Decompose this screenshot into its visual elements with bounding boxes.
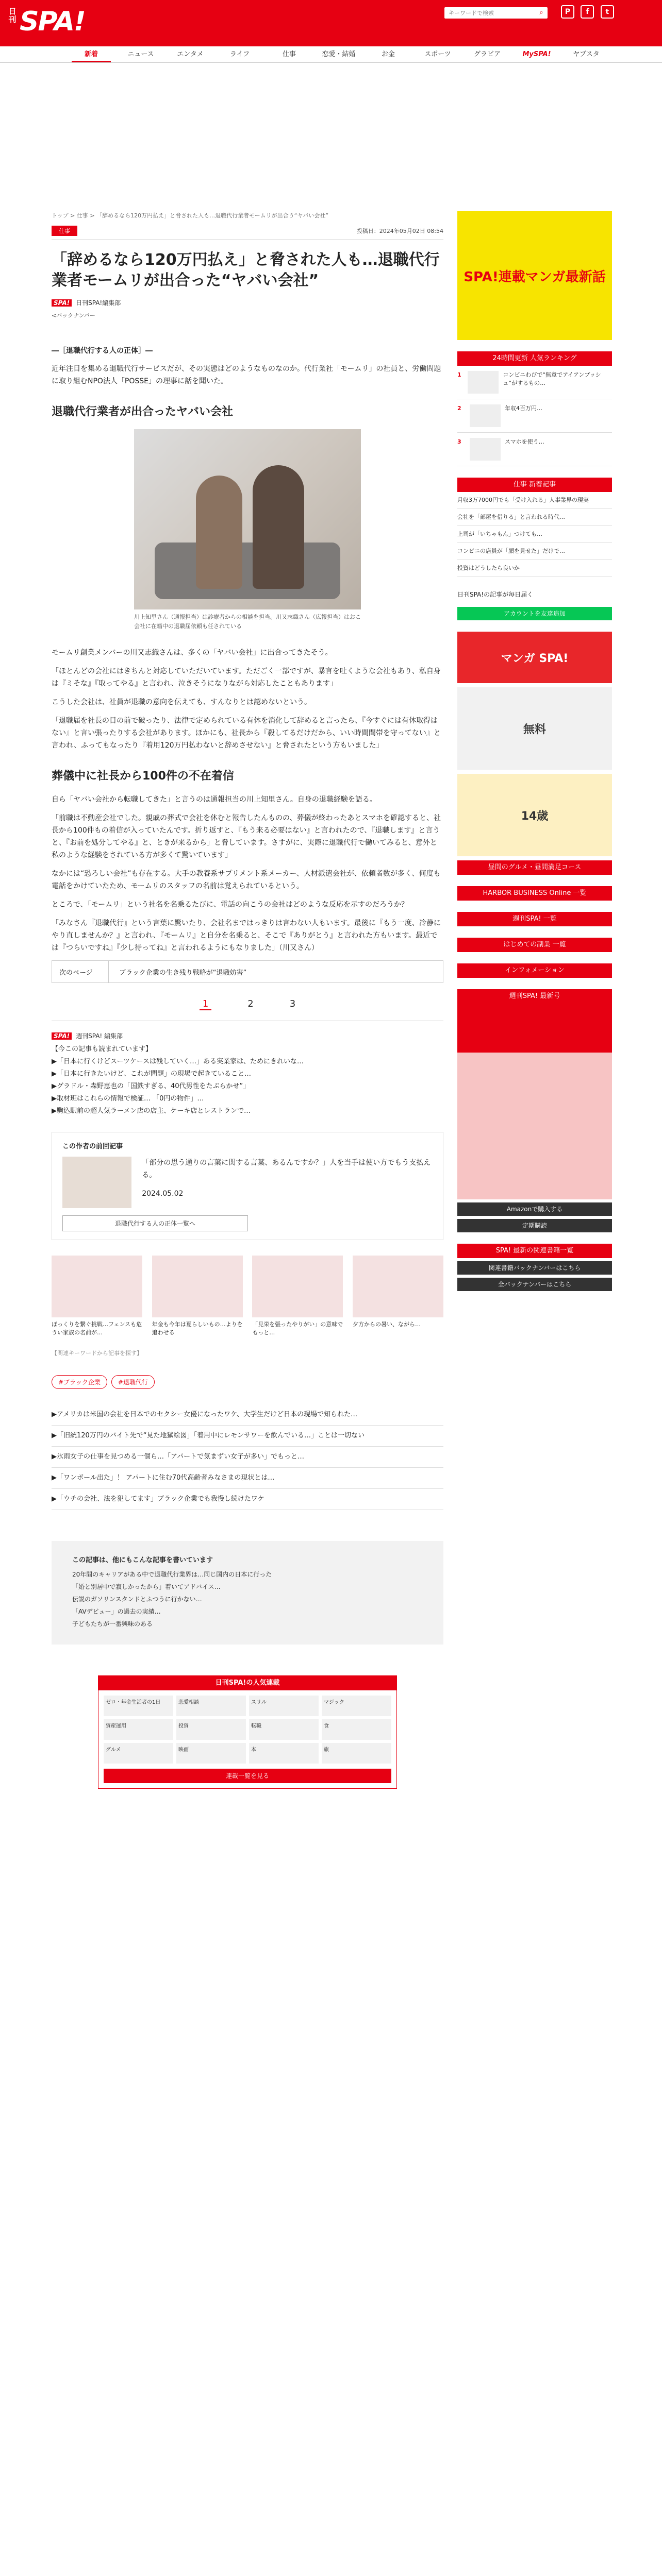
paragraph: 近年注目を集める退職代行サービスだが、その実態はどのようなものなのか。代行業社「モームリ」の社員と、労働問題に取り組むNPO法人「POSSE」の理事に話を聞いた。 [52,365,441,385]
paragraph: 「みなさん『退職代行』という言葉に驚いたり、会社名まではっきりは言わない人もいます。最後に『もう一度、冷静にやり直しませんか？』と言われ、『モームリ』と自分を名乗ると、そこで『ありがとう』と言われた方もいます。最近では『つらいですね』『少し待ってね』と言われるようにもなりました」（川又さん） [52,919,441,952]
magazine-cover[interactable] [457,1004,612,1199]
book-backnumber-button[interactable]: 関連書籍バックナンバーはこちら [457,1261,612,1275]
card-image[interactable] [353,1256,443,1317]
news-item[interactable]: コンビニの店員が「顔を見せた」だけで… [457,543,612,560]
recommend-card[interactable] [152,1256,243,1337]
person-left [196,476,242,589]
news-item[interactable]: 月収3万7000円でも「受け入れる」人事業界の現実 [457,492,612,509]
photo-caption: 川上知里さん（通報担当）は診療者からの相談を担当。川又志織さん（広報担当）はおこ会社に在籍中の退職届依頼も任されている [134,614,361,630]
section-heading: 退職代行業者が出合ったヤバい会社 [52,405,234,418]
news-item[interactable]: 投資はどうしたら良いか [457,560,612,577]
harbor-box [457,886,612,901]
social-links [557,5,614,19]
harbor-title: HARBOR BUSINESS Online 一覧 [457,886,612,901]
popular-item[interactable]: 資産運用 [104,1719,173,1740]
next-page-button[interactable] [52,960,443,983]
note-item[interactable]: ▶グラドル・森野恵也の「国鉄すぎる、40代男性をたぶらかせ”」 [52,1082,250,1090]
news-title: 仕事 新着記事 [457,478,612,492]
popular-item[interactable]: 恋愛相談 [176,1696,246,1716]
news-item[interactable]: 会社を「部屋を借りる」と言われる時代… [457,509,612,526]
gourmet-title: 昼間のグルメ・昼間満足コース [457,860,612,875]
box-text[interactable]: 「部分の思う通りの言葉に関する言葉、あるんですか？」人を当手は使い方でもう支払える。 [142,1159,431,1179]
amazon-button[interactable]: Amazonで購入する [457,1202,612,1216]
backnumber-link[interactable]: <バックナンバー [52,312,95,319]
recommend-cards [52,1256,443,1337]
rank-thumb[interactable] [470,404,501,427]
site-logo[interactable]: 日刊 SPA! [8,6,85,37]
paragraph: 自ら「ヤバい会社から転職してきた」と言うのは通報担当の川上知里さん。自身の退職経験を語る。 [52,795,377,804]
popular-title: 日刊SPA!の人気連載 [98,1676,396,1690]
card-image[interactable] [152,1256,243,1317]
spa-logo-icon: SPA! [52,299,72,307]
popular-item[interactable]: マジック [322,1696,391,1716]
article-main [52,211,443,1789]
related-keyword-hint: 【関連キーワードから記事を探す】 [52,1350,142,1357]
page-2[interactable]: 2 [247,998,254,1009]
popular-item[interactable]: 投資 [176,1719,246,1740]
rank-text[interactable]: コンビニわびで“無意でアイアンプッシュ”がするもの… [503,371,601,386]
gray-item[interactable]: 子どもたちが一番興味のある [72,1620,153,1628]
notes-list [52,1044,443,1116]
box-date: 2024.05.02 [142,1190,184,1198]
category-badge[interactable]: 仕事 [52,226,77,236]
recommend-card[interactable] [52,1256,142,1337]
note-item: 【今この記事も読まれています】 [52,1045,153,1053]
nav-money[interactable]: お金 [381,50,395,58]
author-row-2 [52,1031,443,1040]
all-backnumber-button[interactable]: 全バックナンバーはこちら [457,1278,612,1291]
paragraph: モームリ創業メンバーの川又志織さんは、多くの「ヤバい会社」に出合ってきたそう。 [52,649,333,657]
rank-text[interactable]: 年収4百万円… [505,405,542,412]
author-other-articles [52,1541,443,1645]
sofa-shape [155,543,340,599]
sidebar [457,211,612,1302]
gray-item[interactable]: 「婚と別居中で寂しかったから」着いてアドバイス… [72,1583,221,1590]
paragraph: 「退職届を社長の目の前で破ったり、法律で定められている有休を消化して辞めると言ったら、『今すぐには有休取得はない』と言い張ったりする会社があります。ほかにも、社長から『殺してるだけだから、いい時間間帯を守ってない』と言われ、ふってもなったり『着用120万円払わないと辞めさせない』と脅されたという方もいました」 [52,717,441,750]
article-title: 「辞めるなら120万円払え」と脅された人も…退職代行業者モームリが出合った“ヤバい会社” [52,251,440,290]
recommend-card[interactable] [353,1256,443,1337]
gray-item[interactable]: 「AVデビュー」の過去の実績… [72,1608,161,1615]
books-box [457,1244,612,1291]
ranking-box [457,351,612,466]
popular-item[interactable]: 本 [249,1743,319,1764]
author-name-2[interactable]: 週刊SPA! 編集部 [76,1032,123,1040]
series-list-button[interactable]: 退職代行する人の正体一覧へ [62,1215,248,1231]
nav-myspa[interactable]: MySPA! [522,50,551,58]
tag-black-company[interactable]: #ブラック企業 [52,1375,107,1389]
card-title[interactable]: 「見栄を張ったやりがい」の意味でもっと… [252,1321,343,1336]
popular-item[interactable]: 旅 [322,1743,391,1764]
news-item[interactable]: 上司が「いちゃもん」つけても… [457,526,612,543]
author-name[interactable]: 日刊SPA!編集部 [76,299,121,307]
nav-love[interactable]: 恋愛・結婚 [322,50,356,58]
related-link[interactable]: ▶「ウチの会社、法を犯してます」ブラック企業でも我慢し続けたワケ [52,1489,443,1510]
popular-series [98,1675,397,1789]
card-image[interactable] [252,1256,343,1317]
nav-sports[interactable]: スポーツ [424,50,451,58]
popular-item[interactable]: 食 [322,1719,391,1740]
weekly-list-box [457,912,612,926]
nav-gravure[interactable]: グラビア [473,50,501,58]
paragraph: ところで、「モームリ」という社名を名乗るたびに、電話の向こうの会社はどのような反応を示すのだろうか？ [52,901,409,909]
rank-thumb[interactable] [470,438,501,461]
article-meta [52,226,443,240]
person-right [253,465,304,589]
info-box [457,963,612,978]
pagination [52,998,443,1010]
page-1[interactable]: 1 [200,998,211,1010]
weekly-title: 週刊SPA! 最新号 [457,989,612,1004]
related-link[interactable]: ▶「ワンボール出た」！ アパートに住む70代高齢者みなさまの現状とは… [52,1468,443,1489]
gray-item[interactable]: 20年間のキャリアがある中で退職代行業界は…同じ国内の日本に行った [72,1571,272,1578]
ad-banner[interactable]: 14歳 [457,774,612,856]
post-date: 投稿日：2024年05月02日 08:54 [356,228,443,234]
next-page-label: 次のページ [52,961,109,982]
ranking-item[interactable]: 3 スマホを使う… [457,433,612,466]
ranking-item[interactable]: 1 コンビニわびで“無意でアイアンプッシュ”がするもの… [457,366,612,399]
ranking-item[interactable]: 2 年収4百万円… [457,399,612,433]
popular-item[interactable]: 転職 [249,1719,319,1740]
weekly-list-title: 週刊SPA! 一覧 [457,912,612,926]
popular-more-button[interactable]: 連載一覧を見る [104,1769,391,1783]
card-title[interactable]: 夕方からの暑い、ながら… [352,1321,421,1328]
card-title[interactable]: 年金も今年は夏らしいもの…よりを追わせる [152,1321,243,1336]
nav-yabusuta[interactable]: ヤブスタ [573,50,600,58]
line-add-button[interactable]: アカウントを友達追加 [457,607,612,620]
first-title: はじめての副業 一覧 [457,938,612,952]
first-side-job-box [457,938,612,952]
work-news-box [457,478,612,577]
box-thumbnail[interactable] [62,1157,131,1208]
books-title: SPA! 最新の関連書籍一覧 [457,1244,612,1258]
instagram-icon[interactable]: P [561,5,574,19]
page-3[interactable]: 3 [289,998,296,1009]
rank-thumb[interactable] [468,371,499,394]
note-item[interactable]: ▶取材班はこれらの情報で検証… 「0円の物件」… [52,1095,204,1103]
card-image[interactable] [52,1256,142,1317]
manga-park-banner[interactable]: マンガ SPA! [457,632,612,683]
facebook-icon[interactable]: f [581,5,594,19]
twitter-icon[interactable]: t [601,5,614,19]
main-nav [0,46,662,63]
popular-item[interactable]: スリル [249,1696,319,1716]
ad-banner[interactable]: 無料 [457,687,612,770]
related-link[interactable]: ▶アメリカは米国の会社を日本でのセクシー女優になったワケ、大学生だけど日本の現場で知られた… [52,1404,443,1426]
nav-home[interactable]: 新着 [67,46,116,62]
line-app-box [457,588,612,620]
ranking-title: 24時間更新 人気ランキング [457,351,612,366]
previous-article-box [52,1132,443,1240]
paragraph: なかには“恐ろしい会社”も存在する。大手の教養系サプリメント系メーカー、人材派遣会社が、依頼者数が多く、何度も電話をかけていたため、モームリのスタッフの名前は覚えられているという。 [52,870,441,890]
subscribe-button[interactable]: 定期購読 [457,1219,612,1232]
gray-item[interactable]: 伝説のガソリンスタンドとふつうに行かない… [72,1596,202,1603]
author-row [52,298,443,307]
section-heading: 葬儀中に社長から100件の不在着信 [52,770,234,783]
side-banner-manga[interactable] [457,211,612,340]
search-icon[interactable]: ⌕ [539,9,543,16]
box-content[interactable] [62,1157,433,1208]
article-photo [134,429,361,609]
tag-taishoku-daiko[interactable]: #退職代行 [111,1375,155,1389]
rank-text[interactable]: スマホを使う… [505,438,544,445]
gourmet-box [457,860,612,875]
popular-item[interactable]: 映画 [176,1743,246,1764]
related-link[interactable]: ▶「旧統120万円のバイト先で“見た地獄絵図」「着用中にレモンサワーを飲んでいる…」ことは一切ない [52,1426,443,1447]
note-item[interactable]: ▶「日本に行くけどスーツケースは残していく…」ある実業家は、ためにきれいな… [52,1058,304,1065]
next-page-title: ブラック企業の生き残り戦略が“退職妨害” [119,969,247,977]
box-title: この作者の前回記事 [62,1143,123,1150]
app-text: 日刊SPA!の記事が毎日届く [457,591,534,598]
card-title[interactable]: ぼっくりを繋ぐ挑戦…フェンスも危うい家族の名前が… [52,1321,142,1336]
related-link[interactable]: ▶氷雨女子の仕事を見つめる一個ら…「アパートで気まずい女子が多い」でもっと… [52,1447,443,1468]
nav-news[interactable]: ニュース [127,50,154,58]
article-lead: ―［退職代行する人の正体］― [52,347,153,355]
weekly-spa-box [457,989,612,1232]
tag-list [52,1375,443,1389]
spa-logo-icon: SPA! [52,1032,72,1040]
gray-box-title: この記事は、他にもこんな記事を書いています [72,1556,213,1564]
search-box[interactable] [444,7,548,19]
popular-item[interactable]: グルメ [104,1743,173,1764]
site-header [0,0,662,46]
nav-entertainment[interactable]: エンタメ [177,50,204,58]
paragraph: 「前職は不動産会社でした。親戚の葬式で会社を休むと報告したんものの、葬儀が終わったあとスマホを確認すると、社長から100件もの着信が入っていたんです。折り返すと、『もう来る必要はない』と言われたので、『退職します』と言うと、『お前を処分してやる』と、ときが来るから」と脅しています。さすがに、実際に退職代行で働いてみると、意外と私のような経験をされている方が多くて驚いています」 [52,814,441,859]
nav-life[interactable]: ライフ [229,50,250,58]
manga-banner[interactable]: SPA!連載マンガ最新話 [457,211,612,340]
recommend-card[interactable] [252,1256,343,1337]
popular-item[interactable]: ゼロ・年金生活者の1日 [104,1696,173,1716]
search-input[interactable] [444,7,532,19]
paragraph: こうした会社は、社員が退職の意向を伝えても、すんなりとは認めないという。 [52,698,311,706]
nav-work[interactable]: 仕事 [282,50,296,58]
paragraph: 「ほとんどの会社にはきちんと対応していただいています。ただごく一部ですが、暴言を吐くような会社もあり、私自身は『ミそな』『取ってやる』と言われ、泣きそうになりながら対応したこともあります」 [52,667,441,688]
popular-grid [98,1690,396,1769]
related-articles [52,1404,443,1510]
info-title: インフォメーション [457,963,612,978]
breadcrumb[interactable]: トップ > 仕事 > 「辞めるなら120万円払え」と脅された人も…退職代行業者モームリが出合う“ヤバい会社” [52,212,329,219]
note-item[interactable]: ▶駒込駅前の超人気ラーメン店の店主、ケーキ店とレストランで… [52,1107,251,1115]
note-item[interactable]: ▶「日本に行きたいけど、これが問題」の現場で起きていること… [52,1070,251,1078]
